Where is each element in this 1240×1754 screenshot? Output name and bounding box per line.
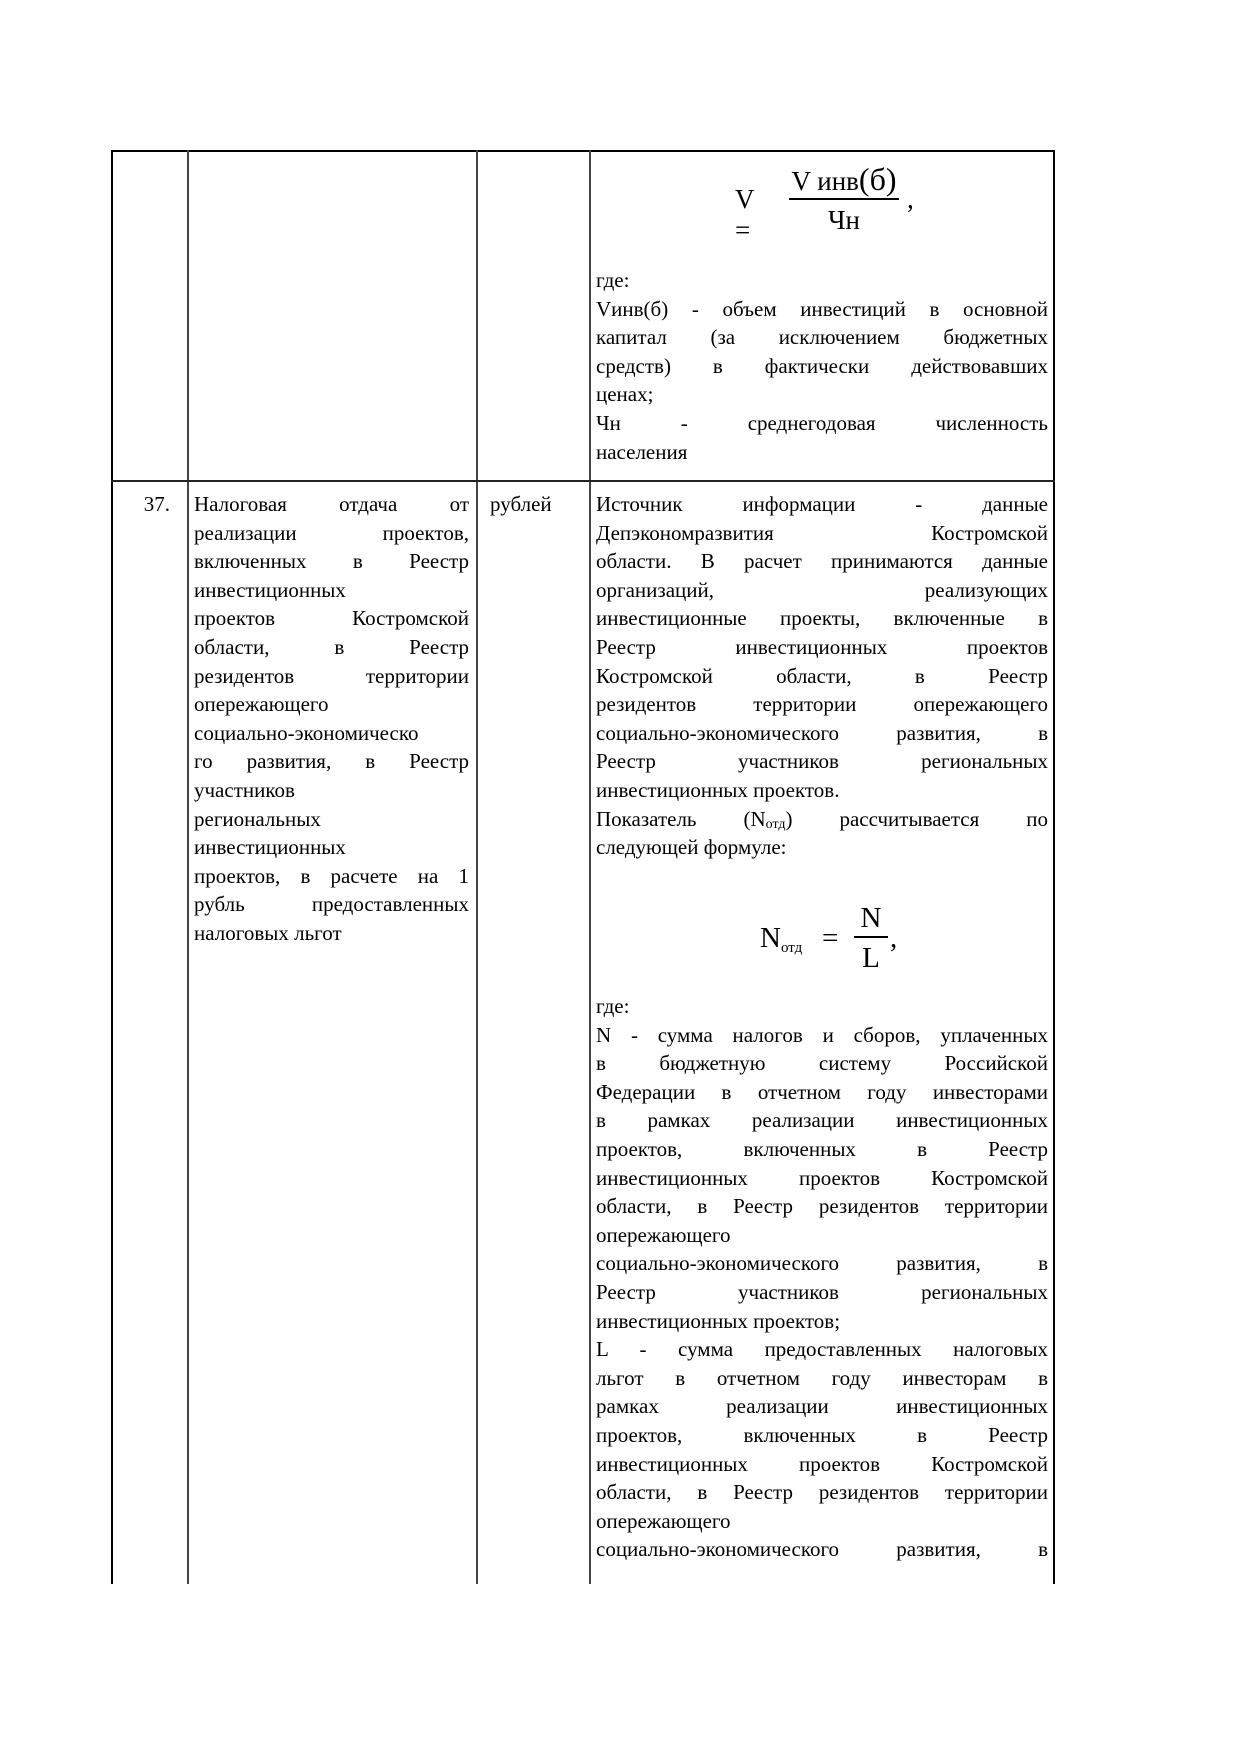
definition-line: социально-экономического развития, в <box>596 1251 1048 1276</box>
equals-sign: = <box>822 922 839 954</box>
definition-line: средств) в фактически действовавших <box>596 353 1048 378</box>
formula-v-lhs: V = <box>735 184 755 245</box>
row-divider <box>111 480 1055 482</box>
numerator-paren: (б) <box>858 161 897 197</box>
method-line: инвестиционные проекты, включенные в <box>596 606 1048 631</box>
formula-n-comma: , <box>890 922 898 954</box>
definition-line: капитал (за исключением бюджетных <box>596 325 1048 350</box>
formula-n-numerator: N <box>860 902 882 934</box>
indicator-sentence-line2: следующей формуле: <box>596 835 787 860</box>
row-continued-definitions <box>596 266 1048 466</box>
indicator-line: участников <box>194 777 295 802</box>
formula-v-fraction <box>785 160 903 238</box>
definition-line: инвестиционных проектов Костромской <box>596 1451 1048 1476</box>
indicator-line: включенных в Реестр <box>194 549 469 574</box>
definition-line: ценах; <box>596 382 654 407</box>
method-line: Депэкономразвития Костромской <box>596 520 1048 545</box>
unit-of-measure: рублей <box>490 492 552 516</box>
row-37-definitions <box>596 992 1048 1564</box>
indicator-line: Налоговая отдача от <box>194 492 469 516</box>
lhs-sub: отд <box>780 940 803 956</box>
definition-line: инвестиционных проектов; <box>596 1308 841 1333</box>
definition-line: Реестр участников региональных <box>596 1279 1048 1304</box>
indicator-line: го развития, в Реестр <box>194 749 469 774</box>
method-line: Источник информации - данные <box>596 492 1048 516</box>
definition-line: социально-экономического развития, в <box>596 1537 1048 1562</box>
formula-n-denominator: L <box>862 942 880 974</box>
indicator-name <box>194 490 469 948</box>
formula-v-numerator <box>785 160 903 198</box>
formula-n-fraction <box>854 900 888 974</box>
numerator-text: V инв <box>791 166 859 196</box>
definition-line: области, в Реестр резидентов территории <box>596 1194 1048 1219</box>
definition-line: льгот в отчетном году инвесторам в <box>596 1365 1048 1390</box>
indicator-line: региональных <box>194 806 321 831</box>
definition-line: рамках реализации инвестиционных <box>596 1394 1048 1419</box>
definition-line: инвестиционных проектов Костромской <box>596 1165 1048 1190</box>
definition-line: в бюджетную систему Российской <box>596 1051 1048 1076</box>
indicator-line: области, в Реестр <box>194 634 469 659</box>
indicator-line: рубль предоставленных <box>194 892 469 917</box>
formula-n-lhs <box>760 922 802 957</box>
column-divider-2 <box>476 150 478 1584</box>
definition-line: N - сумма налогов и сборов, уплаченных <box>596 1022 1048 1047</box>
indicator-line: инвестиционных <box>194 835 346 860</box>
lhs-main: N <box>760 922 781 954</box>
definition-line: области, в Реестр резидентов территории <box>596 1480 1048 1505</box>
column-divider-1 <box>187 150 189 1584</box>
definition-line: проектов, включенных в Реестр <box>596 1422 1048 1447</box>
method-line: резидентов территории опережающего <box>596 692 1048 717</box>
indicator-line: проектов, в расчете на 1 <box>194 863 469 888</box>
method-line: инвестиционных проектов. <box>596 777 840 802</box>
indicator-sentence-suffix: ) рассчитывается по <box>785 806 1048 831</box>
indicator-sentence <box>596 805 1048 834</box>
method-line: Реестр участников региональных <box>596 749 1048 774</box>
definition-line: населения <box>596 439 688 464</box>
indicator-line: налоговых льгот <box>194 920 342 945</box>
indicator-line: опережающего <box>194 692 329 717</box>
definition-line: Чн - среднегодовая численность <box>596 410 1048 435</box>
indicator-line: проектов Костромской <box>194 606 469 631</box>
method-line: Реестр инвестиционных проектов <box>596 634 1048 659</box>
method-line: Костромской области, в Реестр <box>596 663 1048 688</box>
indicator-sentence-prefix: Показатель (N <box>596 806 766 831</box>
indicator-line: социально-экономическо <box>194 720 419 745</box>
where-label: где: <box>596 268 630 292</box>
where-label: где: <box>596 994 630 1018</box>
indicator-sentence-sub: отд <box>765 816 786 832</box>
column-divider-3 <box>589 150 591 1584</box>
calculation-method <box>596 490 1048 862</box>
indicator-line: реализации проектов, <box>194 520 469 545</box>
indicator-line: инвестиционных <box>194 577 346 602</box>
definition-line: L - сумма предоставленных налоговых <box>596 1337 1048 1362</box>
method-line: социально-экономического развития, в <box>596 720 1048 745</box>
method-line: области. В расчет принимаются данные <box>596 549 1048 574</box>
indicator-line: резидентов территории <box>194 663 469 688</box>
definition-line: в рамках реализации инвестиционных <box>596 1108 1048 1133</box>
formula-v-denominator: Чн <box>828 205 860 235</box>
definition-line: опережающего <box>596 1508 731 1533</box>
method-line: организаций, реализующих <box>596 577 1048 602</box>
definition-line: Vинв(б) - объем инвестиций в основной <box>596 296 1048 321</box>
definition-line: проектов, включенных в Реестр <box>596 1136 1048 1161</box>
formula-v-comma: , <box>907 184 914 214</box>
definition-line: Федерации в отчетном году инвесторами <box>596 1079 1048 1104</box>
definition-line: опережающего <box>596 1222 731 1247</box>
row-number: 37. <box>143 492 170 516</box>
